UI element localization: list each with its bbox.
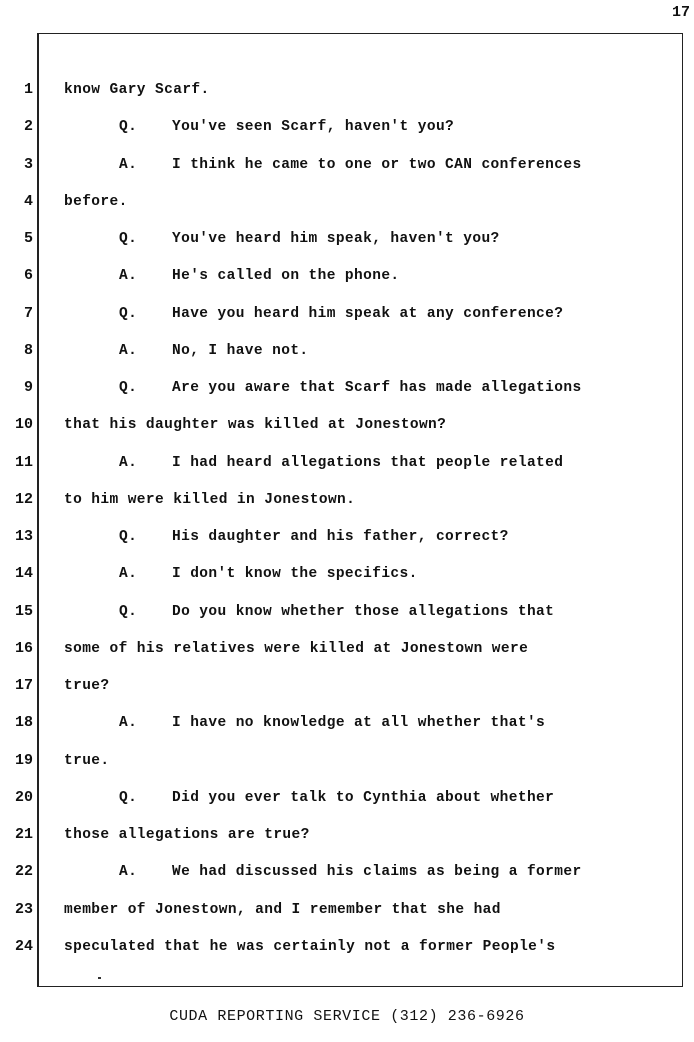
line-number: 13 <box>14 528 33 545</box>
line-text: speculated that he was certainly not a former People's <box>64 938 556 955</box>
margin-rule <box>38 34 39 986</box>
transcript-line <box>64 490 355 510</box>
line-text: I think he came to one or two CAN conferences <box>172 156 582 173</box>
transcript-line <box>64 117 454 137</box>
line-number: 15 <box>14 602 33 620</box>
line-number: 20 <box>14 788 33 806</box>
stray-mark <box>98 977 101 979</box>
line-number: 7 <box>23 304 33 322</box>
page-number: 17 <box>671 4 690 21</box>
transcript-line <box>64 900 501 920</box>
transcript-line <box>64 415 446 435</box>
line-number: 4 <box>23 192 33 210</box>
line-text: member of Jonestown, and I remember that she had <box>64 901 501 918</box>
transcript-line <box>64 80 210 100</box>
line-number: 17 <box>14 677 33 694</box>
question-label: Q. <box>119 529 138 545</box>
line-number: 5 <box>23 230 33 247</box>
transcript-line <box>64 229 500 249</box>
line-number: 3 <box>23 155 33 173</box>
transcript-line <box>64 527 509 547</box>
question-label: Q. <box>119 789 138 806</box>
line-text: before. <box>64 193 128 210</box>
line-text: those allegations are true? <box>64 827 310 843</box>
answer-label: A. <box>119 715 138 732</box>
line-text: to him were killed in Jonestown. <box>64 491 356 508</box>
line-text: true. <box>64 752 110 769</box>
transcript-line <box>64 862 582 882</box>
line-text: I had heard allegations that people related <box>172 454 564 471</box>
line-text: that his daughter was killed at Jonestown? <box>64 417 447 434</box>
transcript-line <box>64 713 545 733</box>
answer-label: A. <box>119 864 138 881</box>
line-text: I have no knowledge at all whether that's <box>172 715 546 732</box>
line-text: Did you ever talk to Cynthia about whether <box>172 789 555 806</box>
line-text: know Gary Scarf. <box>64 82 210 98</box>
line-number: 6 <box>23 267 33 285</box>
line-text: Are you aware that Scarf has made allegations <box>172 380 582 396</box>
line-text: You've seen Scarf, haven't you? <box>172 119 455 136</box>
transcript-line <box>64 453 563 473</box>
line-number: 22 <box>14 863 33 881</box>
line-number: 14 <box>14 565 33 583</box>
line-text: His daughter and his father, correct? <box>172 529 509 545</box>
line-number: 1 <box>23 81 33 98</box>
line-number: 19 <box>14 751 33 769</box>
transcript-line <box>64 155 582 175</box>
transcript-line <box>64 676 110 696</box>
line-text: You've heard him speak, haven't you? <box>172 231 500 247</box>
line-number: 21 <box>14 826 33 843</box>
line-number: 8 <box>23 341 33 359</box>
answer-label: A. <box>119 268 138 285</box>
transcript-line <box>64 266 400 286</box>
line-text: Have you heard him speak at any conference? <box>172 305 564 322</box>
line-number: 10 <box>14 416 33 434</box>
footer-reporter: CUDA REPORTING SERVICE (312) 236-6926 <box>169 1008 525 1025</box>
line-number: 23 <box>14 900 33 918</box>
line-text: I don't know the specifics. <box>172 566 418 583</box>
answer-label: A. <box>119 454 138 471</box>
line-text: We had discussed his claims as being a former <box>172 864 582 881</box>
line-number: 11 <box>14 453 33 471</box>
question-label: Q. <box>119 119 138 136</box>
answer-label: A. <box>119 342 138 359</box>
transcript-line <box>64 304 563 324</box>
answer-label: A. <box>119 566 138 583</box>
transcript-frame <box>14 33 683 987</box>
line-number: 24 <box>14 937 33 955</box>
line-text: No, I have not. <box>172 342 309 359</box>
line-text: Do you know whether those allegations that <box>172 603 555 620</box>
question-label: Q. <box>119 380 138 396</box>
line-text: true? <box>64 678 110 694</box>
line-number: 12 <box>14 490 33 508</box>
transcript-line <box>64 937 555 957</box>
line-number: 18 <box>14 714 33 732</box>
line-number: 2 <box>23 118 33 136</box>
question-label: Q. <box>119 305 138 322</box>
transcript-line <box>64 602 554 622</box>
question-label: Q. <box>119 231 138 247</box>
line-number: 16 <box>14 639 33 657</box>
transcript-line <box>64 192 128 212</box>
transcript-line <box>64 788 554 808</box>
transcript-line <box>64 825 310 845</box>
line-text: He's called on the phone. <box>172 268 400 285</box>
line-number: 9 <box>23 379 33 396</box>
question-label: Q. <box>119 603 138 620</box>
transcript-line <box>64 564 418 584</box>
answer-label: A. <box>119 156 138 173</box>
transcript-line <box>64 378 582 398</box>
line-text: some of his relatives were killed at Jonestown were <box>64 640 529 657</box>
transcript-line <box>64 341 309 361</box>
transcript-line <box>64 639 528 659</box>
transcript-line <box>64 751 110 771</box>
